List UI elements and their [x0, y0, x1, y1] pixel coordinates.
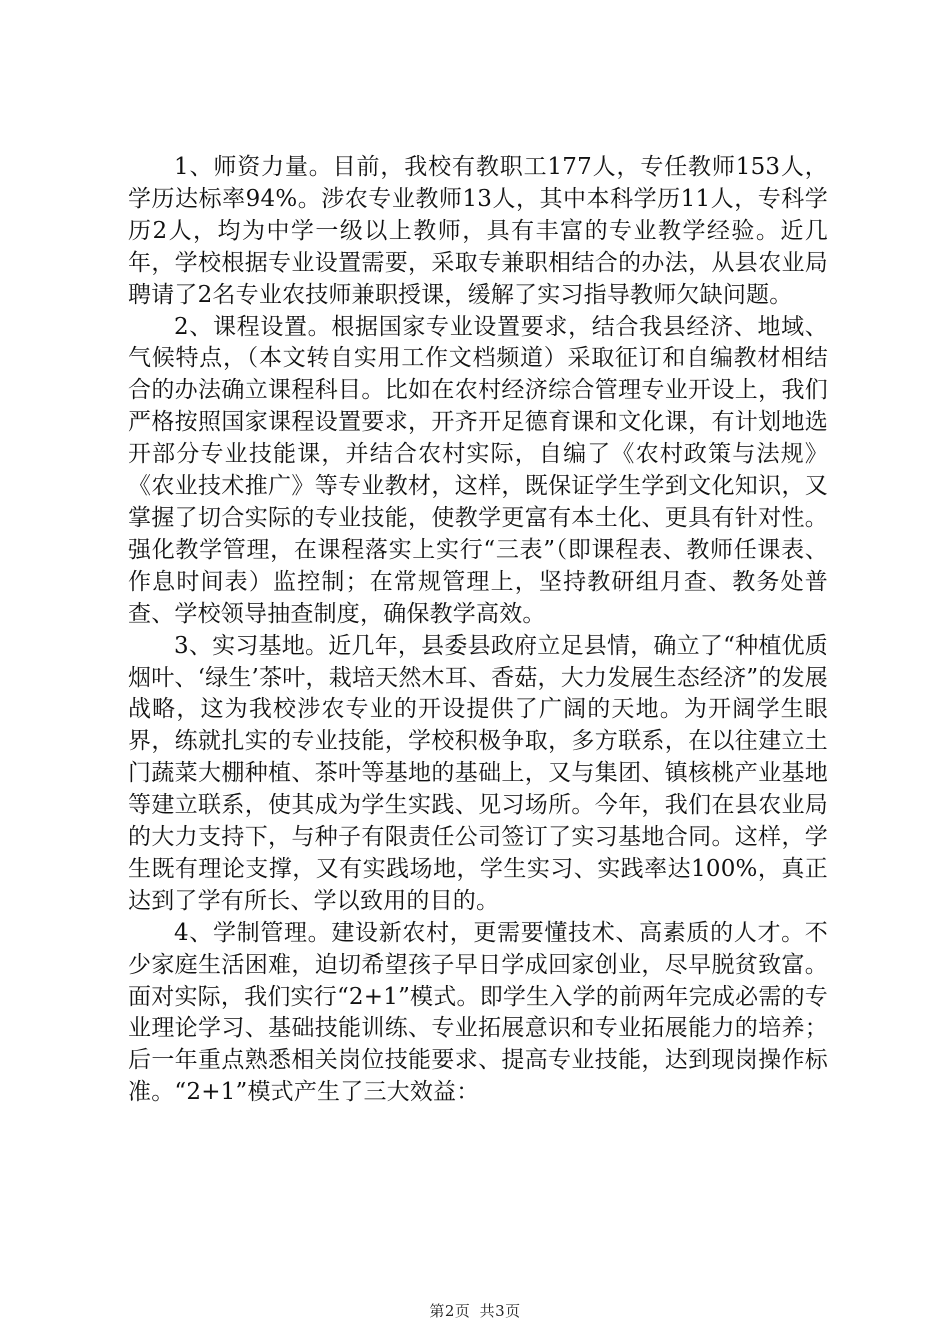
paragraph-teachers: 1、师资力量。目前，我校有教职工177人，专任教师153人，学历达标率94%。涉农专业教师13人，其中本科学历11人，专科学历2人，均为中学一级以上教师，具有丰富的专业教学经验。近几年，学校根据专业设置需要，采取专兼职相结合的办法，从县农业局聘请了2名专业农技师兼职授课，缓解了实习指导教师欠缺问题。: [128, 154, 828, 308]
page-total: 共3页: [479, 1302, 521, 1320]
paragraph-practice-base: 3、实习基地。近几年，县委县政府立足县情，确立了“种植优质烟叶、‘绿生’茶叶，栽培天然木耳、香菇，大力发展生态经济”的发展战略，这为我校涉农专业的开设提供了广阔的天地。为开阔学生眼界，练就扎实的专业技能，学校积极争取，多方联系，在以往建立土门蔬菜大棚种植、茶叶等基地的基础上，又与集团、镇核桃产业基地等建立联系，使其成为学生实践、见习场所。今年，我们在县农业局的大力支持下，与种子有限责任公司签订了实习基地合同。这样，学生既有理论支撑，又有实践场地，学生实习、实践率达100%，真正达到了学有所长、学以致用的目的。: [128, 632, 828, 914]
paragraph-school-system: 4、学制管理。建设新农村，更需要懂技术、高素质的人才。不少家庭生活困难，迫切希望孩子早日学成回家创业，尽早脱贫致富。面对实际，我们实行“2+1”模式。即学生入学的前两年完成必需的专业理论学习、基础技能训练、专业拓展意识和专业拓展能力的培养；后一年重点熟悉相关岗位技能要求、提高专业技能，达到现岗操作标准。“2+1”模式产生了三大效益：: [128, 919, 828, 1106]
paragraph-curriculum: 2、课程设置。根据国家专业设置要求，结合我县经济、地域、气候特点，（本文转自实用工作文档频道）采取征订和自编教材相结合的办法确立课程科目。比如在农村经济综合管理专业开设上，我们严格按照国家课程设置要求，开齐开足德育课和文化课，有计划地选开部分专业技能课，并结合农村实际，自编了《农村政策与法规》《农业技术推广》等专业教材，这样，既保证学生学到文化知识，又掌握了切合实际的专业技能，使教学更富有本土化、更具有针对性。强化教学管理，在课程落实上实行“三表”（即课程表、教师任课表、作息时间表）监控制；在常规管理上，坚持教研组月查、教务处普查、学校领导抽查制度，确保教学高效。: [128, 313, 828, 627]
document-body: [128, 152, 828, 1109]
page-number: 第2页: [429, 1302, 471, 1320]
page-footer: [0, 1300, 950, 1321]
